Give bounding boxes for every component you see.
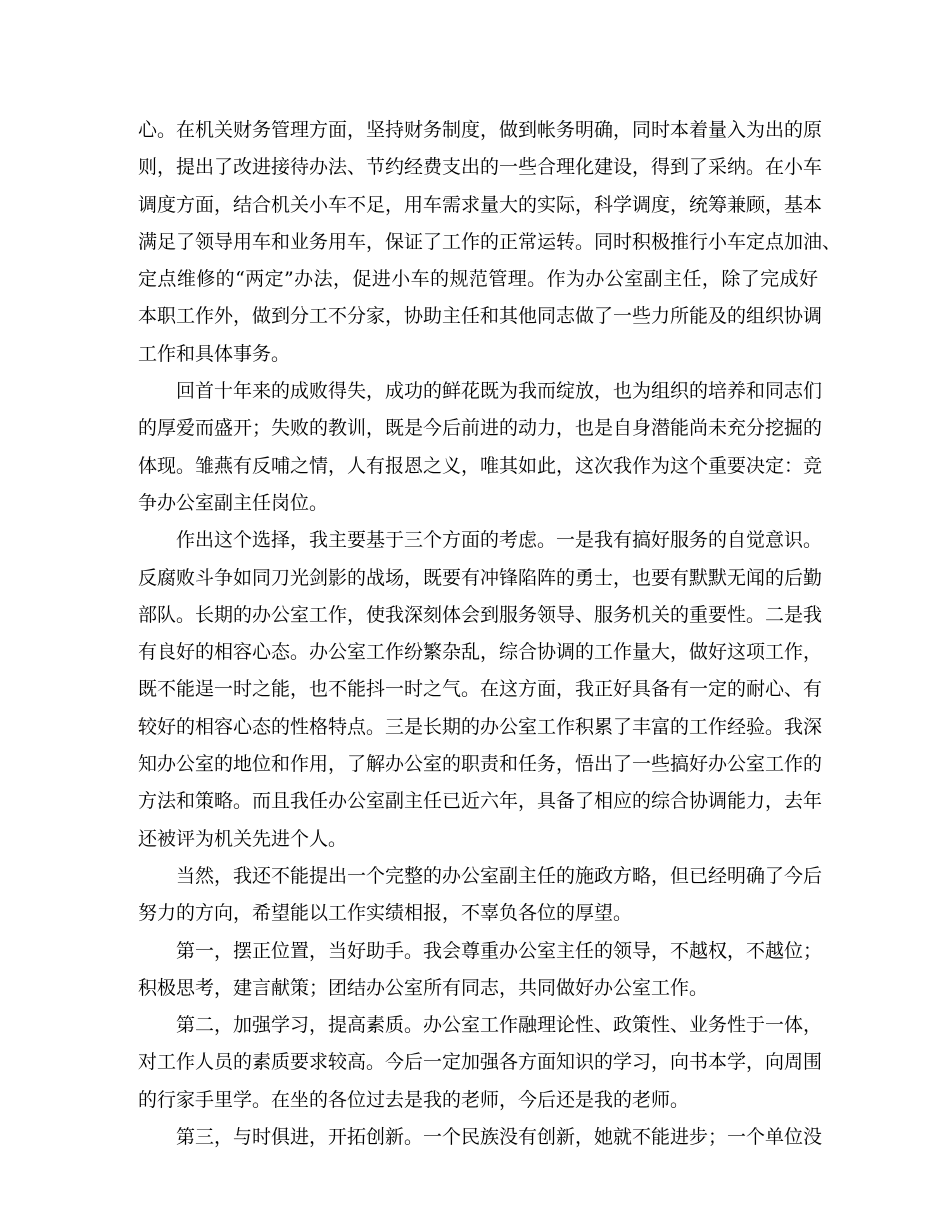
text-line: 对工作人员的素质要求较高。今后一定加强各方面知识的学习，向书本学，向周围: [138, 1051, 823, 1074]
text-line: 既不能逞一时之能，也不能抖一时之气。在这方面，我正好具备有一定的耐心、有: [138, 678, 823, 701]
text-line: 知办公室的地位和作用，了解办公室的职责和任务，悟出了一些搞好办公室工作的: [138, 753, 823, 776]
text-line: 较好的相容心态的性格特点。三是长期的办公室工作积累了丰富的工作经验。我深: [138, 715, 823, 738]
paragraph-reasons: [138, 522, 823, 858]
text-line: 体现。雏燕有反哺之情，人有报恩之义，唯其如此，这次我作为这个重要决定：竞: [138, 454, 823, 477]
text-line: 调度方面，结合机关小车不足，用车需求量大的实际，科学调度，统筹兼顾，基本: [138, 193, 823, 216]
text-line: 积极思考，建言献策；团结办公室所有同志，共同做好办公室工作。: [138, 976, 709, 999]
text-line: 反腐败斗争如同刀光剑影的战场，既要有冲锋陷阵的勇士，也要有默默无闻的后勤: [138, 566, 823, 589]
text-line: 作出这个选择，我主要基于三个方面的考虑。一是我有搞好服务的自觉意识。: [176, 529, 823, 552]
text-line: 满足了领导用车和业务用车，保证了工作的正常运转。同时积极推行小车定点加油、: [138, 230, 842, 253]
text-line: 工作和具体事务。: [138, 342, 291, 365]
text-line: 的行家手里学。在坐的各位过去是我的老师，今后还是我的老师。: [138, 1088, 690, 1111]
paragraph-looking-back: [138, 373, 823, 522]
paragraph-point-one: [138, 933, 823, 1008]
paragraph-financial-management: [138, 112, 842, 373]
text-line: 回首十年来的成败得失，成功的鲜花既为我而绽放，也为组织的培养和同志们: [176, 380, 823, 403]
text-line: 则，提出了改进接待办法、节约经费支出的一些合理化建设，得到了采纳。在小车: [138, 156, 823, 179]
text-line: 努力的方向，希望能以工作实绩相报，不辜负各位的厚望。: [138, 902, 633, 925]
document-body: [138, 112, 842, 1156]
text-line: 当然，我还不能提出一个完整的办公室副主任的施政方略，但已经明确了今后: [176, 864, 823, 887]
text-line: 第一，摆正位置，当好助手。我会尊重办公室主任的领导，不越权，不越位；: [176, 939, 823, 962]
text-line: 心。在机关财务管理方面，坚持财务制度，做到帐务明确，同时本着量入为出的原: [138, 119, 823, 141]
paragraph-point-two: [138, 1007, 823, 1119]
text-line: 的厚爱而盛开；失败的教训，既是今后前进的动力，也是自身潜能尚未充分挖掘的: [138, 417, 823, 440]
text-line: 方法和策略。而且我任办公室副主任已近六年，具备了相应的综合协调能力，去年: [138, 790, 823, 813]
text-line: 第三，与时俱进，开拓创新。一个民族没有创新，她就不能进步；一个单位没: [176, 1126, 823, 1149]
paragraph-point-three: [138, 1119, 823, 1156]
text-line: 定点维修的“两定”办法，促进小车的规范管理。作为办公室副主任，除了完成好: [138, 268, 818, 291]
text-line: 争办公室副主任岗位。: [138, 491, 329, 514]
paragraph-direction: [138, 858, 823, 933]
text-line: 还被评为机关先进个人。: [138, 827, 348, 850]
text-line: 部队。长期的办公室工作，使我深刻体会到服务领导、服务机关的重要性。二是我: [138, 603, 823, 626]
text-line: 有良好的相容心态。办公室工作纷繁杂乱，综合协调的工作量大，做好这项工作，: [138, 641, 823, 664]
text-line: 本职工作外，做到分工不分家，协助主任和其他同志做了一些力所能及的组织协调: [138, 305, 823, 328]
text-line: 第二，加强学习，提高素质。办公室工作融理论性、政策性、业务性于一体，: [176, 1014, 823, 1037]
